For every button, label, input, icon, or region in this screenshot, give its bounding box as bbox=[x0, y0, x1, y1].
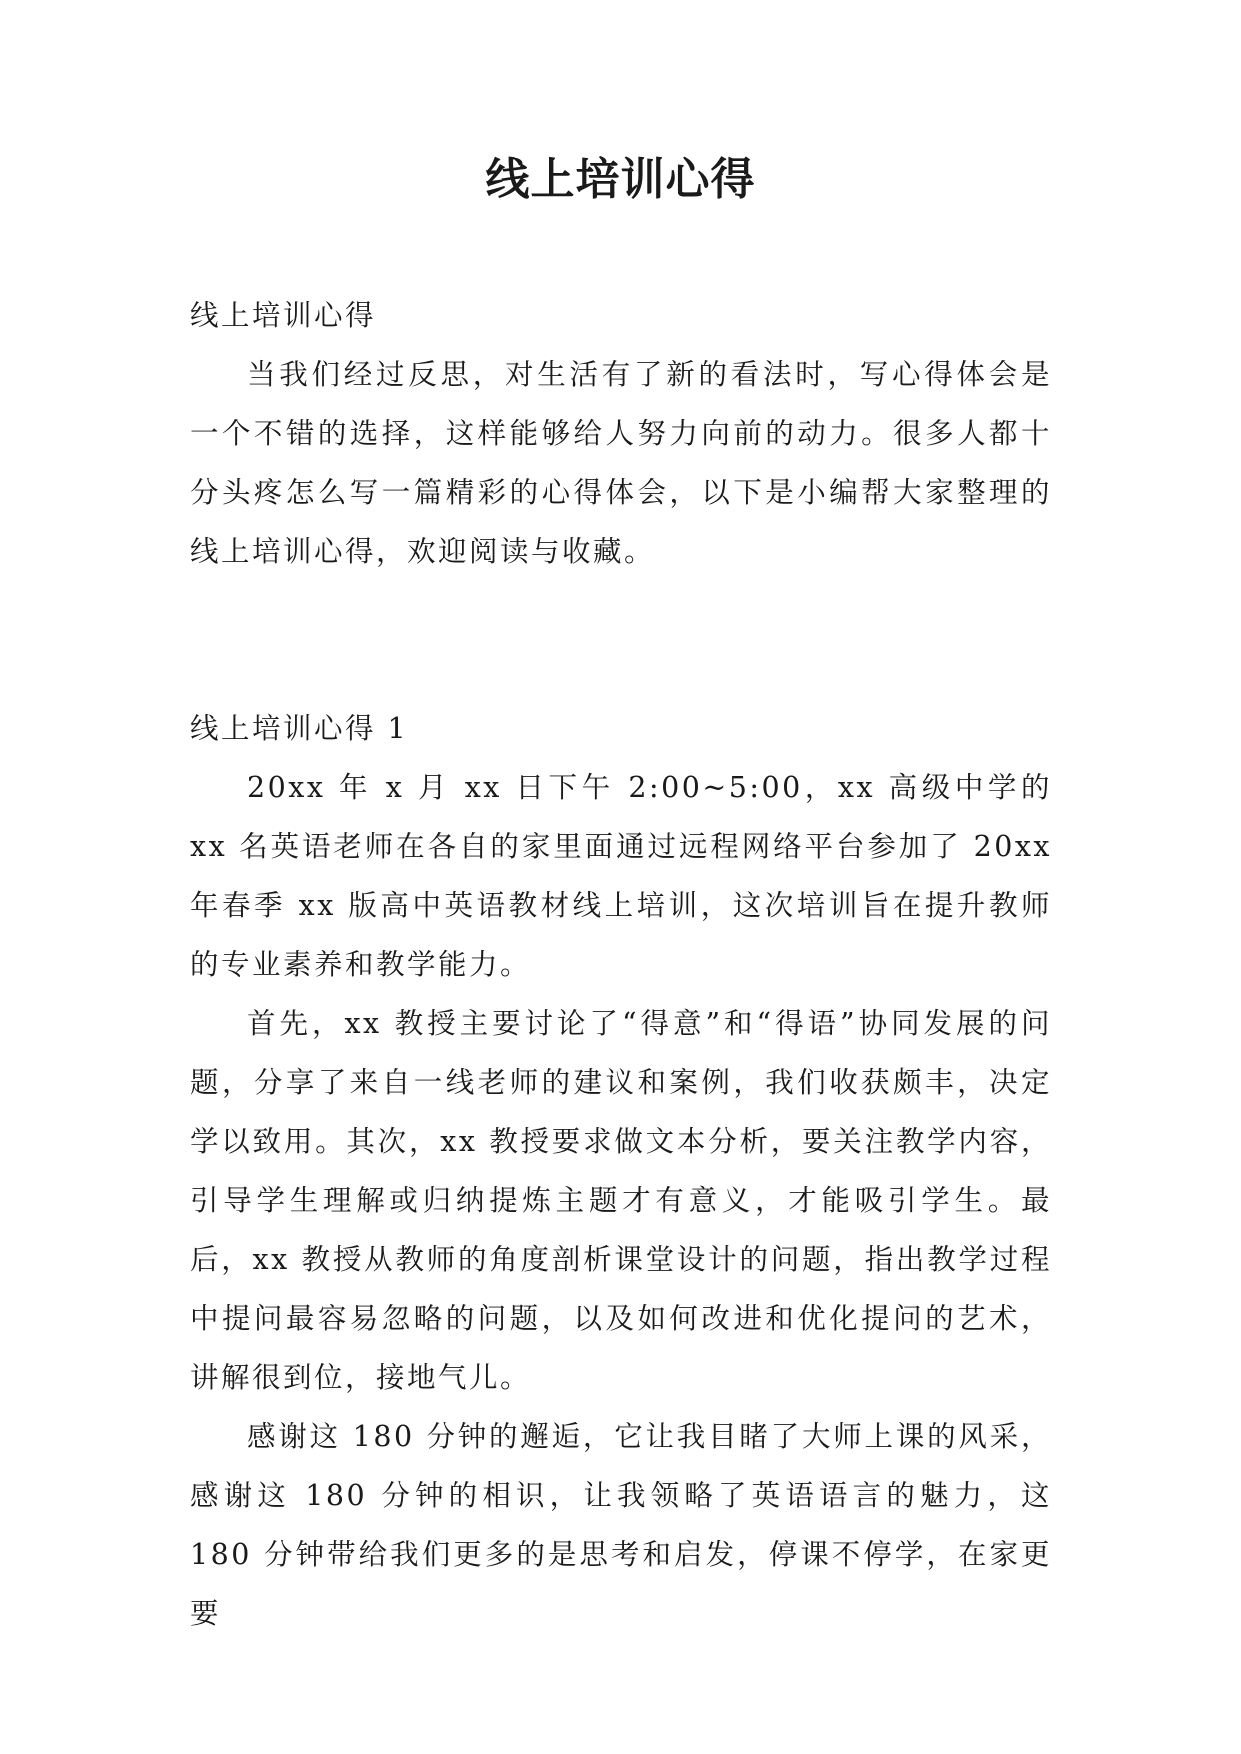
intro-heading: 线上培训心得 bbox=[190, 299, 377, 332]
body-paragraph-2: 首先，xx 教授主要讨论了“得意”和“得语”协同发展的问题，分享了来自一线老师的建议和案例，我们收获颇丰，决定学以致用。其次，xx 教授要求做文本分析，要关注教学内容，引导学生理解或归纳提炼主题才有意义，才能吸引学生。最后，xx 教授从教师的角度剖析课堂设计的问题，指出教学过程中提问最容易忽略的问题，以及如何改进和优化提问的艺术，讲解很到位，接地气儿。 bbox=[190, 1007, 1052, 1394]
body-paragraph-1: 20xx 年 x 月 xx 日下午 2:00~5:00，xx 高级中学的 xx 名英语老师在各自的家里面通过远程网络平台参加了 20xx 年春季 xx 版高中英语教材线上培训，这次培训旨在提升教师的专业素养和教学能力。 bbox=[190, 771, 1052, 981]
section-spacer bbox=[190, 581, 1052, 699]
document-title: 线上培训心得 bbox=[485, 154, 756, 205]
section-heading: 线上培训心得 1 bbox=[190, 712, 409, 745]
document-body bbox=[190, 286, 1052, 1643]
intro-paragraph: 当我们经过反思，对生活有了新的看法时，写心得体会是一个不错的选择，这样能够给人努力向前的动力。很多人都十分头疼怎么写一篇精彩的心得体会，以下是小编帮大家整理的线上培训心得，欢迎阅读与收藏。 bbox=[190, 358, 1052, 568]
body-paragraph-3: 感谢这 180 分钟的邂逅，它让我目睹了大师上课的风采，感谢这 180 分钟的相识，让我领略了英语语言的魅力，这 180 分钟带给我们更多的是思考和启发，停课不停学，在家更要 bbox=[190, 1420, 1052, 1630]
